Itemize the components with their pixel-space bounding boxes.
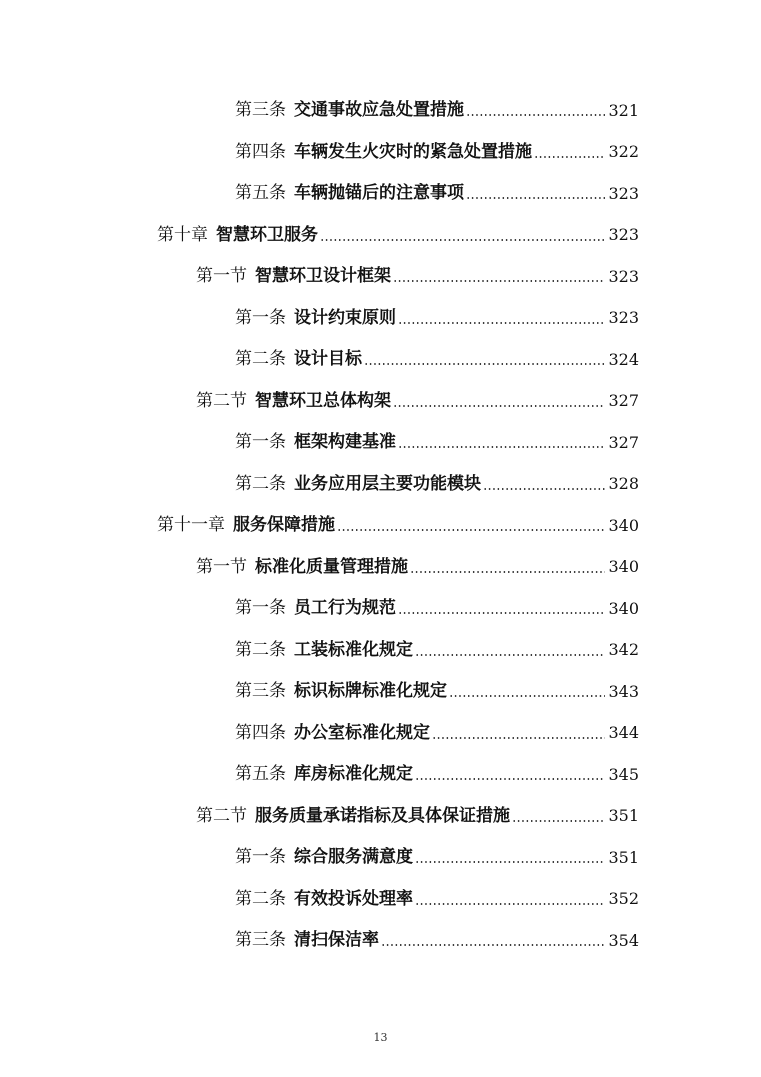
toc-entry-title: 清扫保洁率 [294,930,379,951]
toc-entry-title: 业务应用层主要功能模块 [294,473,481,494]
dot-leader [512,819,605,823]
toc-entry-page: 327 [608,391,639,411]
toc-entry-label: 第一条 [235,598,286,619]
toc-entry-label: 第十章 [157,224,208,245]
dot-leader [449,694,605,698]
dot-leader [415,902,605,906]
toc-entry-label: 第二节 [196,805,247,826]
toc-entry-page: 340 [608,515,639,535]
toc-entry-page: 354 [608,930,639,950]
toc-entry-page: 323 [608,266,639,286]
toc-entry-title: 工装标准化规定 [294,639,413,660]
toc-entry-page: 345 [608,764,639,784]
toc-entry-label: 第三条 [235,681,286,702]
toc-entry-title: 员工行为规范 [294,598,396,619]
toc-entry[interactable] [0,256,761,298]
toc-entry-page: 344 [608,723,639,743]
dot-leader [410,570,605,574]
dot-leader [415,653,605,657]
toc-entry-title: 服务质量承诺指标及具体保证措施 [255,805,510,826]
dot-leader [320,238,605,242]
toc-entry[interactable] [0,879,761,921]
toc-entry-title: 办公室标准化规定 [294,722,430,743]
toc-entry-title: 智慧环卫服务 [216,224,318,245]
toc-entry-page: 327 [608,432,639,452]
dot-leader [393,279,605,283]
toc-entry-label: 第二节 [196,390,247,411]
toc-entry-label: 第五条 [235,183,286,204]
dot-leader [466,196,605,200]
toc-entry-page: 351 [608,847,639,867]
toc-entry[interactable] [0,671,761,713]
toc-entry-page: 322 [608,142,639,162]
toc-entry[interactable] [0,920,761,962]
toc-entry-label: 第二条 [235,349,286,370]
toc-entry-label: 第四条 [235,722,286,743]
toc-entry-label: 第十一章 [157,515,225,536]
dot-leader [398,611,605,615]
toc-entry-title: 框架构建基准 [294,432,396,453]
toc-entry[interactable] [0,90,761,132]
toc-entry-title: 标识标牌标准化规定 [294,681,447,702]
toc-entry[interactable] [0,464,761,506]
toc-entry-title: 智慧环卫总体构架 [255,390,391,411]
toc-entry-label: 第一条 [235,847,286,868]
toc-entry[interactable] [0,339,761,381]
toc-entry-page: 342 [608,640,639,660]
page-number: 13 [373,1031,388,1044]
toc-entry[interactable] [0,173,761,215]
toc-entry-page: 324 [608,349,639,369]
toc-entry-title: 综合服务满意度 [294,847,413,868]
toc-entry-label: 第五条 [235,764,286,785]
toc-entry-page: 343 [608,681,639,701]
toc-entry[interactable] [0,588,761,630]
toc-entry-label: 第一条 [235,307,286,328]
toc-entry-page: 340 [608,598,639,618]
toc-entry-label: 第二条 [235,639,286,660]
toc-entry-title: 交通事故应急处置措施 [294,100,464,121]
toc-entry-title: 库房标准化规定 [294,764,413,785]
toc-entry-title: 设计目标 [294,349,362,370]
toc-entry-label: 第一节 [196,556,247,577]
toc-entry[interactable] [0,505,761,547]
toc-entry-title: 标准化质量管理措施 [255,556,408,577]
toc-entry-title: 设计约束原则 [294,307,396,328]
toc-entry-page: 323 [608,183,639,203]
toc-entry[interactable] [0,298,761,340]
toc-entry-page: 321 [608,100,639,120]
toc-entry-page: 340 [608,557,639,577]
dot-leader [398,321,605,325]
toc-entry[interactable] [0,381,761,423]
toc-entry[interactable] [0,713,761,755]
toc-entry-label: 第一节 [196,266,247,287]
toc-entry[interactable] [0,422,761,464]
toc-entry[interactable] [0,215,761,257]
dot-leader [398,445,605,449]
toc-entry[interactable] [0,837,761,879]
dot-leader [466,113,605,117]
toc-entry-title: 车辆抛锚后的注意事项 [294,183,464,204]
toc-entry-page: 351 [608,806,639,826]
toc-entry-page: 352 [608,889,639,909]
table-of-contents [0,90,761,962]
toc-entry-label: 第三条 [235,100,286,121]
toc-entry[interactable] [0,630,761,672]
dot-leader [483,487,605,491]
dot-leader [534,155,605,159]
toc-entry-label: 第三条 [235,930,286,951]
dot-leader [393,404,605,408]
toc-entry-label: 第四条 [235,141,286,162]
dot-leader [337,528,605,532]
dot-leader [364,362,605,366]
toc-entry-title: 有效投诉处理率 [294,888,413,909]
toc-entry-page: 323 [608,225,639,245]
toc-entry[interactable] [0,132,761,174]
toc-entry-label: 第一条 [235,432,286,453]
toc-entry-page: 328 [608,474,639,494]
toc-entry-title: 车辆发生火灾时的紧急处置措施 [294,141,532,162]
toc-entry-label: 第二条 [235,888,286,909]
toc-entry[interactable] [0,796,761,838]
toc-entry-title: 服务保障措施 [233,515,335,536]
toc-entry-label: 第二条 [235,473,286,494]
toc-entry-page: 323 [608,308,639,328]
dot-leader [415,777,605,781]
dot-leader [381,943,605,947]
dot-leader [415,860,605,864]
toc-entry[interactable] [0,547,761,589]
dot-leader [432,736,605,740]
toc-entry[interactable] [0,754,761,796]
toc-entry-title: 智慧环卫设计框架 [255,266,391,287]
